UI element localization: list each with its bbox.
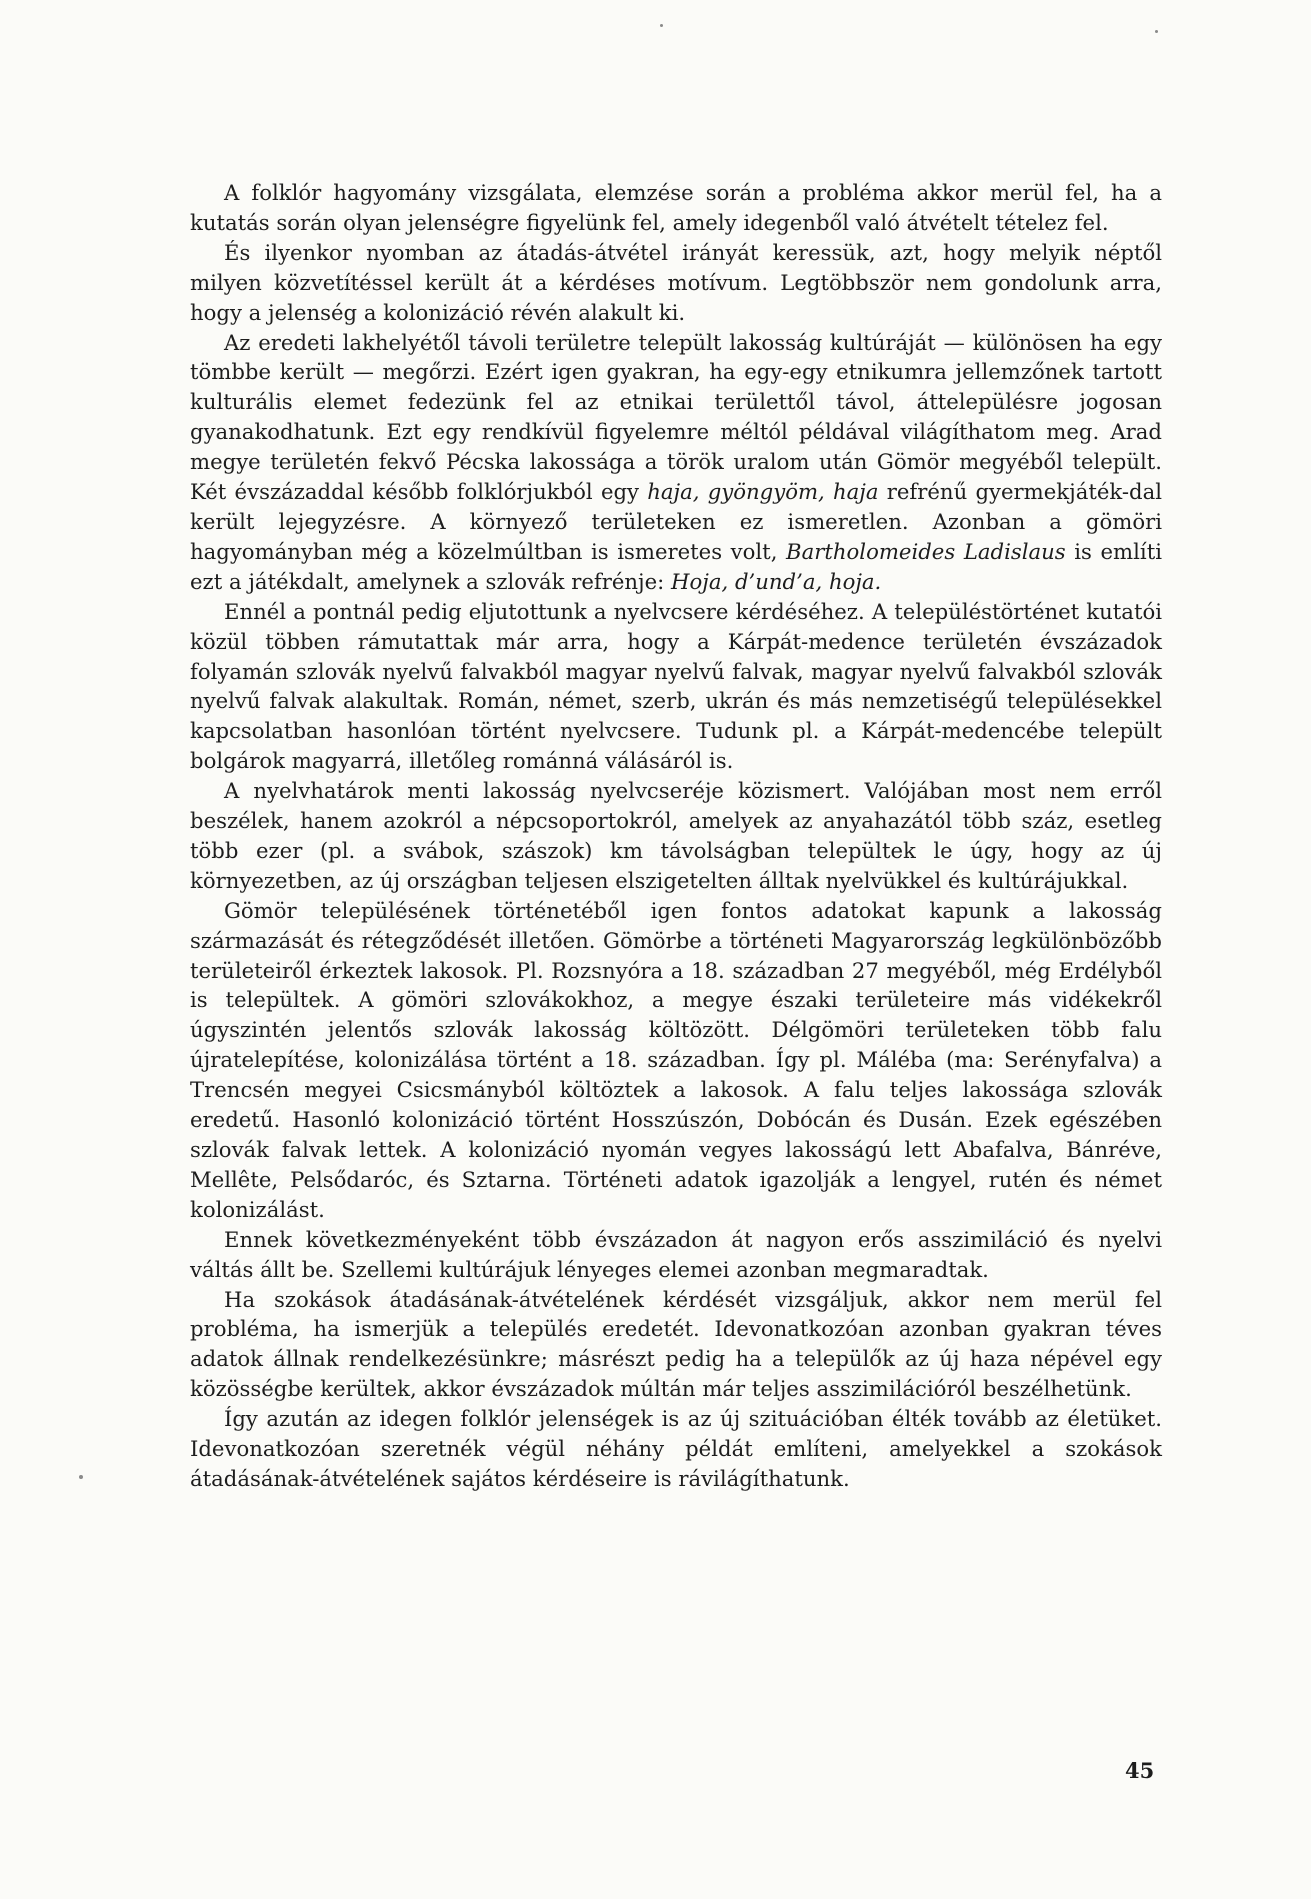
scan-speck: [1155, 30, 1158, 33]
paragraph-2: És ilyenkor nyomban az átadás-átvétel irányát keressük, azt, hogy melyik néptől milyen közvetítéssel került át a kérdéses motívum. Legtöbbször nem gondolunk arra, hogy a jelenség a kolonizáció révén alakult ki.: [190, 239, 1162, 325]
paragraph-4: Ennél a pontnál pedig eljutottunk a nyelvcsere kérdéséhez. A településtörténet kutatói közül többen rámutattak már arra, hogy a Kárpát-medence területén évszázadok folyamán szlovák nyelvű falvakból magyar nyelvű falvak, magyar nyelvű falvakból szlovák nyelvű falvak alakultak. Román, német, szerb, ukrán és más nemzetiségű településekkel kapcsolatban hasonlóan történt nyelvcsere. Tudunk pl. a Kárpát-medencébe települt bolgárok magyarrá, illetőleg románná válásáról is.: [190, 598, 1162, 774]
scan-speck: [79, 1475, 83, 1479]
paragraph-5: A nyelvhatárok menti lakosság nyelvcseréje közismert. Valójában most nem erről beszélek, hanem azokról a népcsoportokról, amelyek az anyahazától több száz, esetleg több ezer (pl. a svábok, szászok) km távolságban települtek le úgy, hogy az új környezetben, az új országban teljesen elszigetelten álltak nyelvükkel és kultúrájukkal.: [190, 778, 1162, 893]
paragraph-6: Gömör településének történetéből igen fontos adatokat kapunk a lakosság származását és rétegződését illetően. Gömörbe a történeti Magyarország legkülönbözőbb területeiről érkeztek lakosok. Pl. Rozsnyóra a 18. században 27 megyéből, még Erdélyből is települtek. A gömöri szlovákokhoz, a megye északi területeire más vidékekről úgyszintén jelentős szlovák lakosság költözött. Délgömöri területeken több falu újratelepítése, kolonizálása történt a 18. században. Így pl. Máléba (ma: Serényfalva) a Trencsén megyei Csicsmányból költöztek a lakosok. A falu teljes lakossága szlovák eredetű. Hasonló kolonizáció történt Hosszúszón, Dobócán és Dusán. Ezek egészében szlovák falvak lettek. A kolonizáció nyomán vegyes lakosságú lett Abafalva, Bánréve, Mellête, Pelsődaróc, és Sztarna. Történeti adatok igazolják a lengyel, rutén és német kolonizálást.: [190, 897, 1162, 1222]
paragraph-7: Ennek következményeként több évszázadon át nagyon erős asszimiláció és nyelvi váltás állt be. Szellemi kultúrájuk lényeges elemei azonban megmaradtak.: [190, 1226, 1162, 1282]
paragraph-3-text-b: refrénű gyermekjáték-dal került lejegyzésre. A környező területeken ez ismeretlen. Azonban a gömöri hagyományban még a közelmúltban is ismeretes volt,: [190, 479, 1162, 564]
paragraph-3: [190, 328, 1162, 597]
paragraph-8: Ha szokások átadásának-átvételének kérdését vizsgáljuk, akkor nem merül fel probléma, ha ismerjük a település eredetét. Idevonatkozóan azonban gyakran téves adatok állnak rendelkezésünkre; másrészt pedig ha a települők az új haza népével egy közösségbe kerültek, akkor évszázadok múltán már teljes asszimilációról beszélhetünk.: [190, 1286, 1162, 1402]
paragraph-3-text-a: Az eredeti lakhelyétől távoli területre települt lakosság kultúráját — különösen ha egy tömbbe került — megőrzi. Ezért igen gyakran, ha egy-egy etnikumra jellemzőnek tartott kulturális elemet fedezünk fel az etnikai területtől távol, áttelepülésre jogosan gyanakodhatunk. Ezt egy rendkívül figyelemre méltól példával világíthatom meg. Arad megye területén fekvő Pécska lakossága a török uralom után Gömör megyéből települt. Két évszázaddal később folklórjukból egy: [190, 329, 1162, 505]
page-body: [190, 178, 1162, 1494]
scan-speck: [660, 24, 663, 27]
paragraph-1: A folklór hagyomány vizsgálata, elemzése során a probléma akkor merül fel, ha a kutatás során olyan jelenségre figyelünk fel, amely idegenből való átvételt tételez fel.: [190, 180, 1162, 235]
paragraph-3-italic-song-refrain: haja, gyöngyöm, haja: [647, 479, 879, 505]
paragraph-3-italic-author: Bartholomeides Ladislaus: [786, 538, 1066, 564]
paragraph-3-text-c: is említi ezt a játékdalt, amelynek a szlovák refrénje:: [190, 538, 1162, 594]
page-number: 45: [1125, 1758, 1155, 1783]
paragraph-3-italic-slovak-refrain: Hoja, d’und’a, hoja.: [671, 568, 882, 594]
paragraph-9: Így azután az idegen folklór jelenségek is az új szituációban élték tovább az életüket. Idevonatkozóan szeretnék végül néhány példát említeni, amelyekkel a szokások átadásának-átvételének sajátos kérdéseire is rávilágíthatunk.: [190, 1406, 1162, 1491]
